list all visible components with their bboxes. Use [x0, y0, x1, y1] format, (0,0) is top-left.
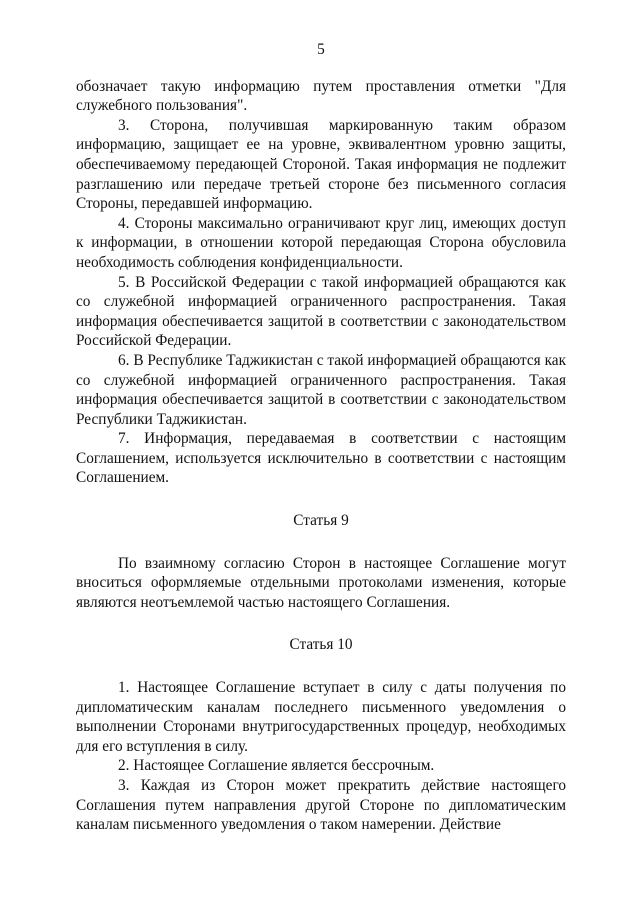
- article-10-clause-3: 3. Каждая из Сторон может прекратить действие настоящего Соглашения путем направления другой Стороне по дипломатическим каналам письменного уведомления о таком намерении. Действие: [76, 777, 566, 834]
- paragraph-clause-4: 4. Стороны максимально ограничивают круг лиц, имеющих доступ к информации, в отношении которой передающая Сторона обусловила необходимость соблюдения конфиденциальности.: [76, 214, 566, 271]
- article-10-heading: Статья 10: [289, 636, 353, 654]
- spacer: [76, 531, 566, 554]
- paragraph-clause-6: 6. В Республике Таджикистан с такой информацией обращаются как со служебной информацией ограниченного распространения. Такая информация обеспечивается защитой в соответствии с законодательством Республики Таджикистан.: [76, 351, 566, 428]
- article-10-clause-2: 2. Настоящее Соглашение является бессрочным.: [118, 757, 435, 775]
- spacer: [76, 655, 566, 678]
- page-number: 5: [317, 41, 325, 58]
- paragraph-continuation: обозначает такую информацию путем проставления отметки "Для служебного пользования".: [76, 77, 566, 115]
- article-9-heading: Статья 9: [293, 512, 349, 530]
- spacer: [76, 612, 566, 635]
- article-9-paragraph: По взаимному согласию Сторон в настоящее Соглашение могут вноситься оформляемые отдельными протоколами изменения, которые являются неотъемлемой частью настоящего Соглашения.: [76, 554, 566, 611]
- paragraph-clause-7: 7. Информация, передаваемая в соответствии с настоящим Соглашением, используется исключительно в соответствии с настоящим Соглашением.: [76, 430, 566, 487]
- article-10-clause-1: 1. Настоящее Соглашение вступает в силу с даты получения по дипломатическим каналам последнего письменного уведомления о выполнении Сторонами внутригосударственных процедур, необходимых для его вступления в силу.: [76, 679, 566, 755]
- paragraph-clause-3: 3. Сторона, получившая маркированную таким образом информацию, защищает ее на уровне, эквивалентном уровню защиты, обеспечиваемому передающей Стороной. Такая информация не подлежит разглашению или передаче третьей стороне без письменного согласия Стороны, передавшей информацию.: [76, 116, 566, 213]
- spacer: [76, 488, 566, 511]
- paragraph-clause-5: 5. В Российской Федерации с такой информацией обращаются как со служебной информацией ограниченного распространения. Такая информация обеспечивается защитой в соответствии с законодательством Российской Федерации.: [76, 273, 566, 350]
